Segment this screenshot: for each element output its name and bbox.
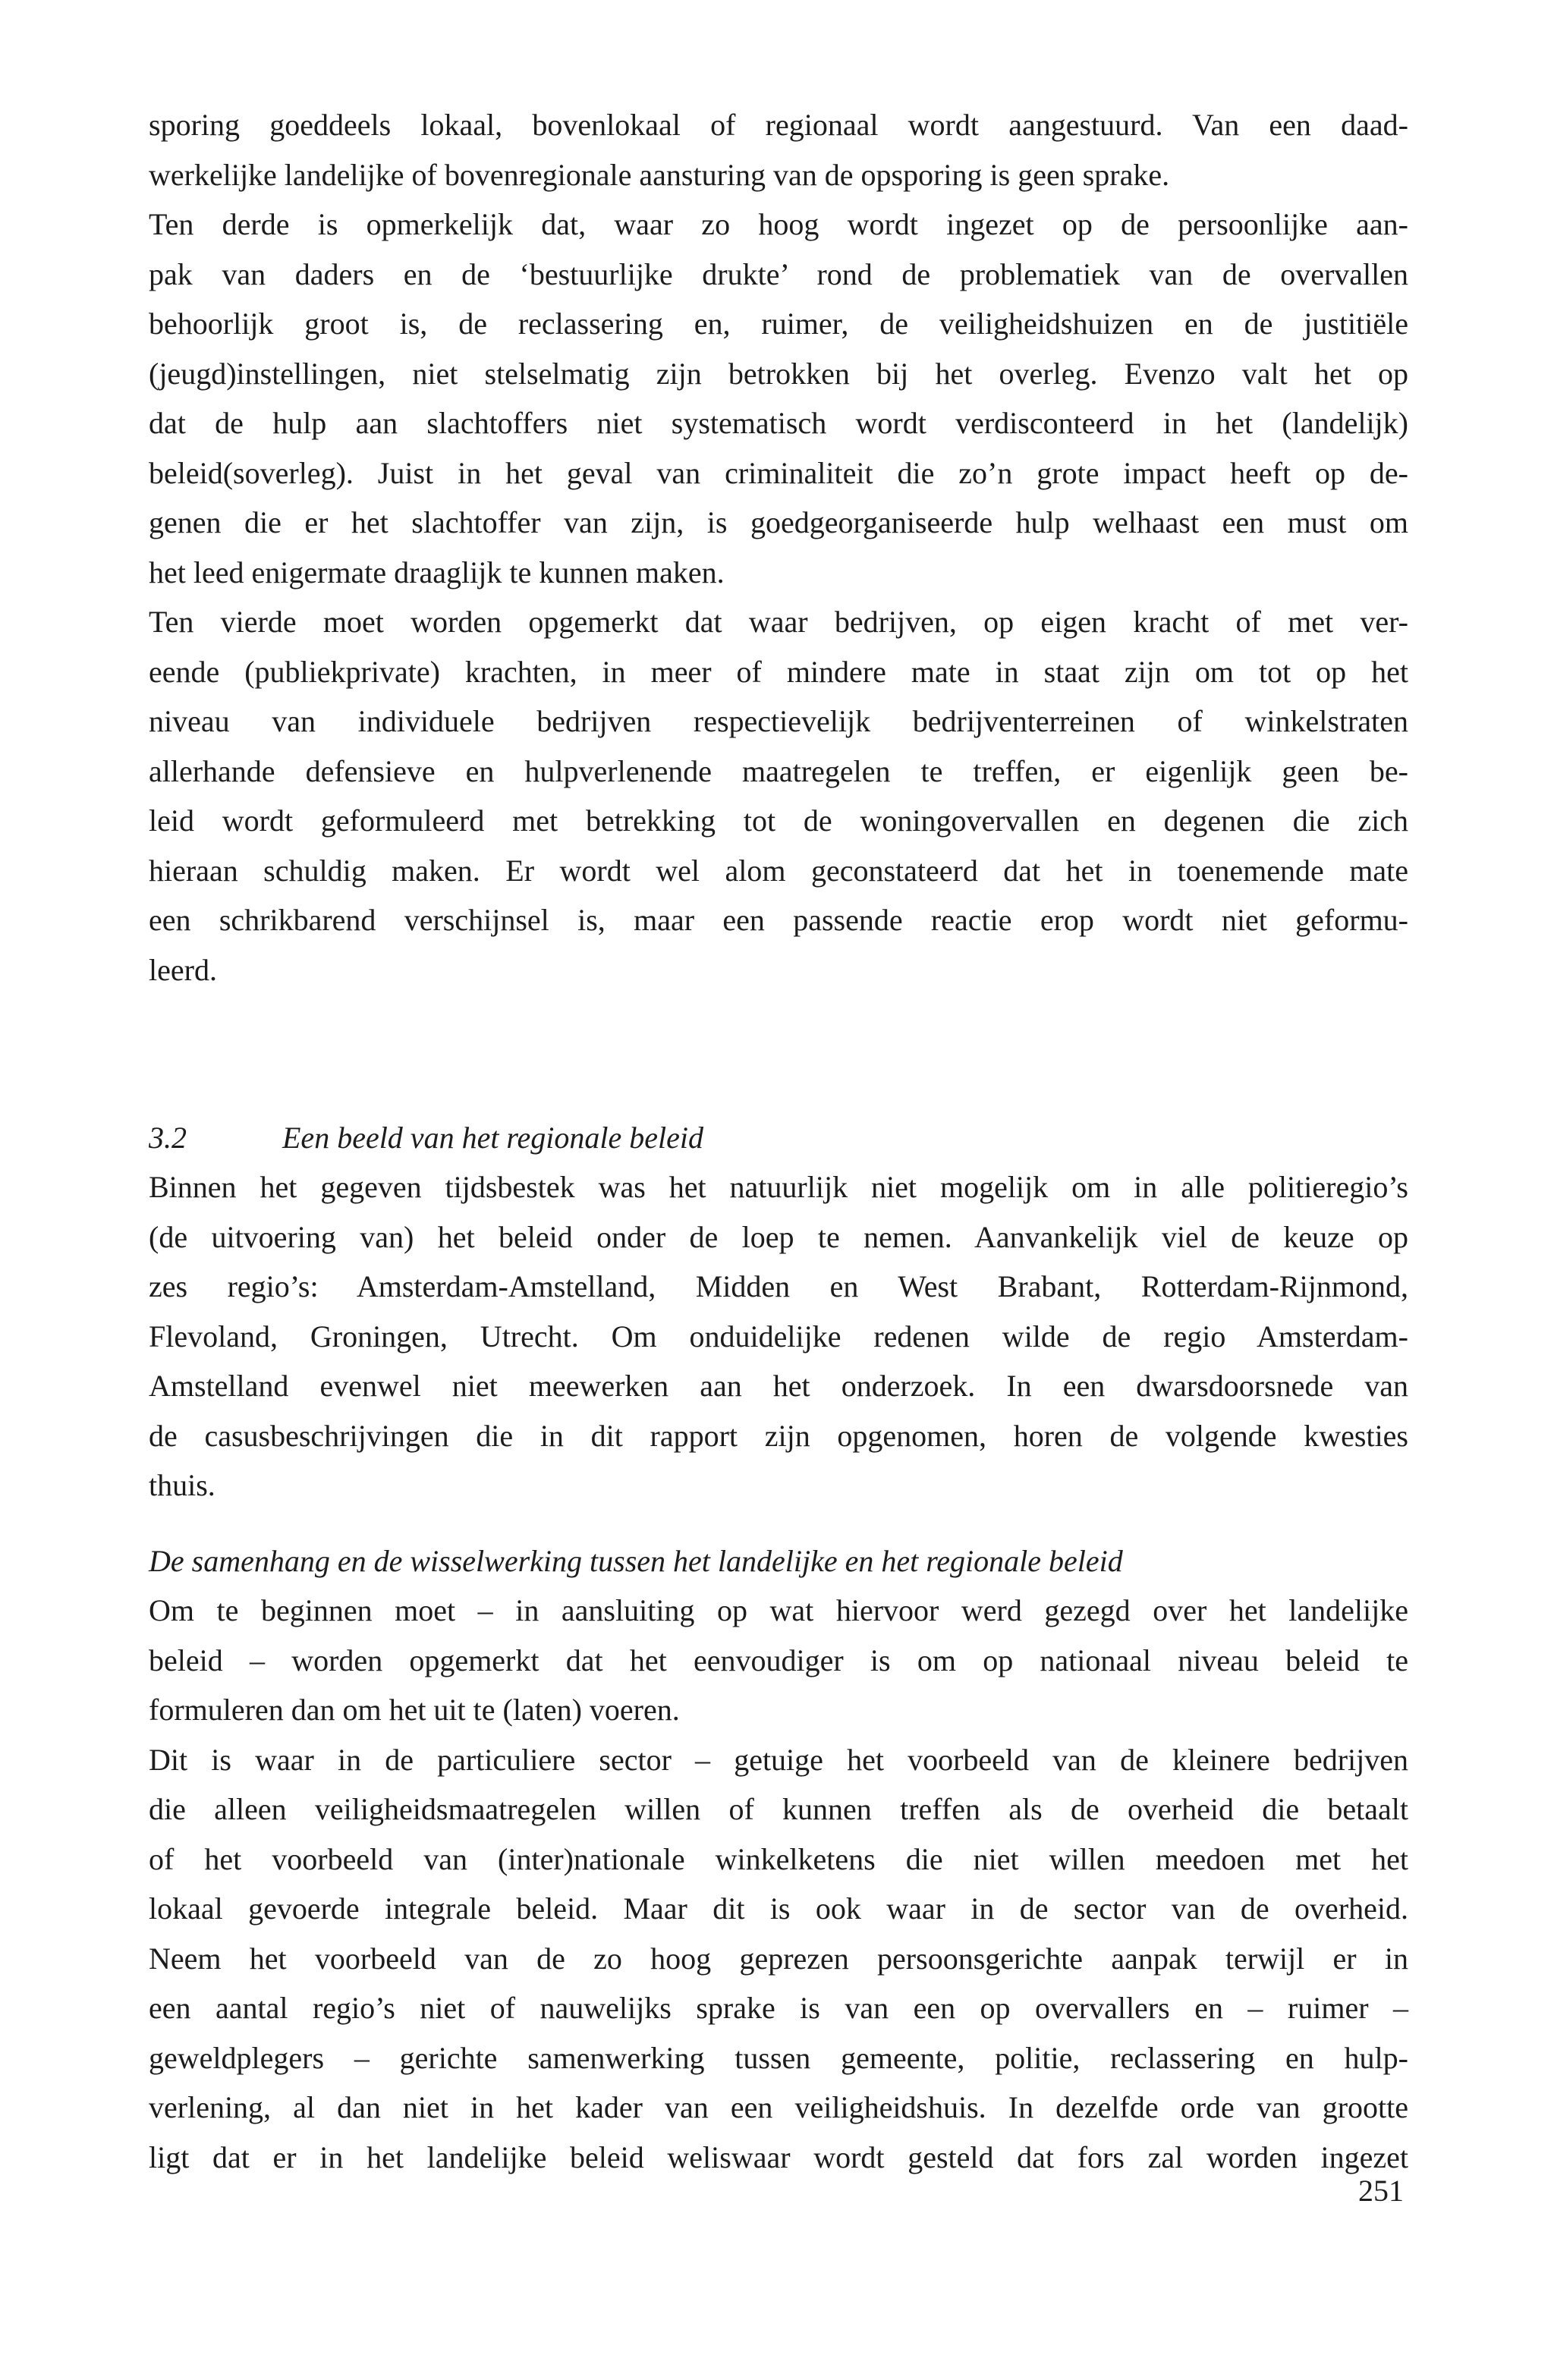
text-line: Ten vierde moet worden opgemerkt dat waar bedrijven, op eigen kracht of met ver- (149, 605, 1408, 639)
text-line: de casusbeschrijvingen die in dit rapport zijn opgenomen, horen de volgende kwesties (149, 1418, 1408, 1453)
paragraph (149, 1162, 1408, 1511)
section-number: 3.2 (149, 1121, 187, 1155)
text-line: Flevoland, Groningen, Utrecht. Om onduidelijke redenen wilde de regio Amsterdam- (149, 1319, 1408, 1353)
section-heading (149, 1113, 703, 1163)
paragraph (149, 1586, 1408, 1735)
text-line: pak van daders en de ‘bestuurlijke drukte’ rond de problematiek van de overvallen (149, 256, 1408, 291)
text-line: behoorlijk groot is, de reclassering en, ruimer, de veiligheidshuizen en de justitiële (149, 307, 1408, 341)
body-text-top (149, 100, 1408, 995)
text-line: zes regio’s: Amsterdam-Amstelland, Midden en West Brabant, Rotterdam-Rijnmond, (149, 1269, 1408, 1303)
text-line: niveau van individuele bedrijven respectievelijk bedrijventerreinen of winkelstraten (149, 704, 1408, 738)
text-line: Binnen het gegeven tijdsbestek was het natuurlijk niet mogelijk om in alle politieregio’s (149, 1170, 1408, 1204)
body-text-section (149, 1162, 1408, 1511)
paragraph (149, 200, 1408, 597)
text-line: sporing goeddeels lokaal, bovenlokaal of regionaal wordt aangestuurd. Van een daad- (149, 108, 1408, 142)
page-number: 251 (1358, 2174, 1404, 2208)
text-line: allerhande defensieve en hulpverlenende maatregelen te treffen, er eigenlijk geen be- (149, 753, 1408, 788)
text-line: (de uitvoering van) het beleid onder de loep te nemen. Aanvankelijk viel de keuze op (149, 1219, 1408, 1254)
text-line: Amstelland evenwel niet meewerken aan het onderzoek. In een dwarsdoorsnede van (149, 1369, 1408, 1403)
text-line: formuleren dan om het uit te (laten) voeren. (149, 1693, 680, 1727)
text-line: thuis. (149, 1468, 215, 1502)
text-line: eende (publiekprivate) krachten, in meer of mindere mate in staat zijn om tot op het (149, 654, 1408, 689)
text-line: genen die er het slachtoffer van zijn, is goedgeorganiseerde hulp welhaast een must om (149, 505, 1408, 539)
text-line: Ten derde is opmerkelijk dat, waar zo hoog wordt ingezet op de persoonlijke aan- (149, 207, 1408, 241)
text-line: die alleen veiligheidsmaatregelen willen of kunnen treffen als de overheid die betaalt (149, 1792, 1408, 1826)
text-line: Dit is waar in de particuliere sector – getuige het voorbeeld van de kleinere bedrijven (149, 1742, 1408, 1777)
text-line: dat de hulp aan slachtoffers niet systematisch wordt verdisconteerd in het (landelijk) (149, 406, 1408, 440)
text-line: Om te beginnen moet – in aansluiting op wat hiervoor werd gezegd over het landelijke (149, 1593, 1408, 1627)
text-line: het leed enigermate draaglijk te kunnen maken. (149, 555, 725, 589)
section-title: Een beeld van het regionale beleid (282, 1121, 703, 1155)
text-line: een schrikbarend verschijnsel is, maar een passende reactie erop wordt niet geformu- (149, 903, 1408, 937)
text-line: leid wordt geformuleerd met betrekking tot de woningovervallen en degenen die zich (149, 803, 1408, 838)
text-line: (jeugd)instellingen, niet stelselmatig zijn betrokken bij het overleg. Evenzo valt het op (149, 356, 1408, 391)
paragraph (149, 1735, 1408, 2183)
text-line: beleid(soverleg). Juist in het geval van criminaliteit die zo’n grote impact heeft op de- (149, 455, 1408, 490)
text-line: beleid – worden opgemerkt dat het eenvoudiger is om op nationaal niveau beleid te (149, 1643, 1408, 1677)
body-text-bottom (149, 1586, 1408, 2182)
text-line: geweldplegers – gerichte samenwerking tussen gemeente, politie, reclassering en hulp- (149, 2040, 1408, 2075)
text-line: of het voorbeeld van (inter)nationale winkelketens die niet willen meedoen met het (149, 1841, 1408, 1876)
text-line: leerd. (149, 952, 217, 987)
text-line: werkelijke landelijke of bovenregionale aansturing van de opsporing is geen sprake. (149, 157, 1170, 192)
text-line: lokaal gevoerde integrale beleid. Maar dit is ook waar in de sector van de overheid. (149, 1891, 1408, 1926)
text-line: hieraan schuldig maken. Er wordt wel alom geconstateerd dat het in toenemende mate (149, 853, 1408, 888)
subheading: De samenhang en de wisselwerking tussen het landelijke en het regionale beleid (149, 1544, 1123, 1578)
text-line: Neem het voorbeeld van de zo hoog geprezen persoonsgerichte aanpak terwijl er in (149, 1941, 1408, 1976)
paragraph (149, 597, 1408, 995)
text-line: verlening, al dan niet in het kader van een veiligheidshuis. In dezelfde orde van grootte (149, 2090, 1408, 2124)
paragraph (149, 100, 1408, 200)
text-line: ligt dat er in het landelijke beleid weliswaar wordt gesteld dat fors zal worden ingezet (149, 2139, 1408, 2174)
text-line: een aantal regio’s niet of nauwelijks sprake is van een op overvallers en – ruimer – (149, 1991, 1408, 2025)
